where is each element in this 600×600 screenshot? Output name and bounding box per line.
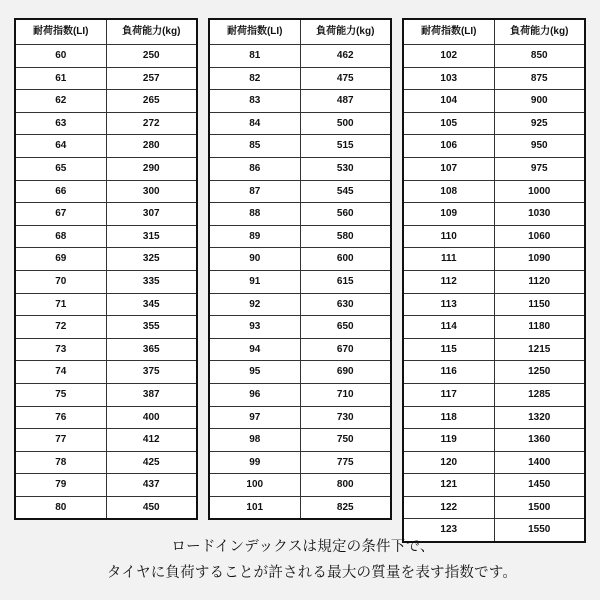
cell-load-index: 100 (209, 474, 300, 497)
cell-load-capacity: 500 (300, 112, 391, 135)
cell-load-capacity: 1500 (494, 496, 585, 519)
cell-load-index: 99 (209, 451, 300, 474)
table-header-row (15, 19, 197, 45)
cell-load-capacity: 650 (300, 316, 391, 339)
caption-line-1: ロードインデックスは規定の条件下で、 (171, 539, 435, 556)
table-row (403, 406, 585, 429)
table-row (403, 45, 585, 68)
cell-load-capacity: 615 (300, 270, 391, 293)
table-row (15, 90, 197, 113)
table-row (403, 429, 585, 452)
cell-load-capacity: 265 (106, 90, 197, 113)
cell-load-index: 105 (403, 112, 494, 135)
cell-load-capacity: 1400 (494, 451, 585, 474)
table-row (209, 248, 391, 271)
cell-load-index: 90 (209, 248, 300, 271)
cell-load-capacity: 1150 (494, 293, 585, 316)
table-body (15, 45, 197, 520)
caption (0, 535, 600, 586)
cell-load-capacity: 325 (106, 248, 197, 271)
cell-load-capacity: 335 (106, 270, 197, 293)
cell-load-capacity: 900 (494, 90, 585, 113)
table-row (15, 180, 197, 203)
cell-load-index: 69 (15, 248, 106, 271)
cell-load-index: 111 (403, 248, 494, 271)
cell-load-capacity: 450 (106, 496, 197, 519)
cell-load-capacity: 437 (106, 474, 197, 497)
table-row (209, 338, 391, 361)
cell-load-capacity: 975 (494, 157, 585, 180)
table-row (403, 112, 585, 135)
cell-load-capacity: 530 (300, 157, 391, 180)
cell-load-index: 98 (209, 429, 300, 452)
cell-load-index: 77 (15, 429, 106, 452)
table-row (209, 270, 391, 293)
table-row (209, 316, 391, 339)
cell-load-index: 114 (403, 316, 494, 339)
cell-load-capacity: 280 (106, 135, 197, 158)
cell-load-capacity: 1320 (494, 406, 585, 429)
cell-load-index: 75 (15, 383, 106, 406)
cell-load-capacity: 475 (300, 67, 391, 90)
table-row (209, 361, 391, 384)
table-row (209, 157, 391, 180)
cell-load-index: 110 (403, 225, 494, 248)
cell-load-index: 89 (209, 225, 300, 248)
cell-load-capacity: 875 (494, 67, 585, 90)
cell-load-index: 62 (15, 90, 106, 113)
table-row (403, 361, 585, 384)
cell-load-index: 61 (15, 67, 106, 90)
table-row (15, 429, 197, 452)
cell-load-capacity: 580 (300, 225, 391, 248)
cell-load-index: 102 (403, 45, 494, 68)
load-index-table-3 (402, 18, 586, 543)
cell-load-capacity: 1000 (494, 180, 585, 203)
table-row (15, 67, 197, 90)
cell-load-capacity: 670 (300, 338, 391, 361)
cell-load-index: 73 (15, 338, 106, 361)
cell-load-index: 92 (209, 293, 300, 316)
cell-load-index: 93 (209, 316, 300, 339)
load-index-table-2 (208, 18, 392, 520)
cell-load-index: 83 (209, 90, 300, 113)
table-body (209, 45, 391, 520)
table-row (15, 270, 197, 293)
cell-load-index: 109 (403, 203, 494, 226)
cell-load-index: 65 (15, 157, 106, 180)
cell-load-capacity: 1090 (494, 248, 585, 271)
table-row (209, 225, 391, 248)
table-row (403, 474, 585, 497)
column-header-load-index: 耐荷指数(LI) (209, 19, 300, 45)
table-row (15, 293, 197, 316)
table-row (209, 474, 391, 497)
cell-load-index: 96 (209, 383, 300, 406)
table-row (403, 451, 585, 474)
table-row (403, 293, 585, 316)
cell-load-index: 94 (209, 338, 300, 361)
cell-load-index: 78 (15, 451, 106, 474)
cell-load-capacity: 850 (494, 45, 585, 68)
table-row (209, 451, 391, 474)
cell-load-index: 85 (209, 135, 300, 158)
cell-load-index: 84 (209, 112, 300, 135)
table-row (403, 135, 585, 158)
cell-load-capacity: 400 (106, 406, 197, 429)
table-row (209, 203, 391, 226)
cell-load-index: 103 (403, 67, 494, 90)
cell-load-index: 123 (403, 519, 494, 542)
table-header-row (403, 19, 585, 45)
cell-load-index: 115 (403, 338, 494, 361)
table-row (209, 429, 391, 452)
table-row (403, 338, 585, 361)
cell-load-capacity: 1215 (494, 338, 585, 361)
cell-load-index: 104 (403, 90, 494, 113)
cell-load-capacity: 630 (300, 293, 391, 316)
cell-load-capacity: 825 (300, 496, 391, 519)
cell-load-capacity: 1060 (494, 225, 585, 248)
cell-load-index: 97 (209, 406, 300, 429)
table-row (15, 112, 197, 135)
cell-load-index: 63 (15, 112, 106, 135)
cell-load-capacity: 272 (106, 112, 197, 135)
table-row (15, 474, 197, 497)
cell-load-capacity: 600 (300, 248, 391, 271)
table-row (403, 383, 585, 406)
cell-load-capacity: 545 (300, 180, 391, 203)
cell-load-capacity: 315 (106, 225, 197, 248)
table-row (209, 496, 391, 519)
table-row (209, 67, 391, 90)
cell-load-capacity: 345 (106, 293, 197, 316)
cell-load-capacity: 1030 (494, 203, 585, 226)
cell-load-index: 86 (209, 157, 300, 180)
table-row (15, 203, 197, 226)
table-row (209, 383, 391, 406)
cell-load-index: 108 (403, 180, 494, 203)
cell-load-capacity: 365 (106, 338, 197, 361)
cell-load-capacity: 257 (106, 67, 197, 90)
column-header-load-capacity: 負荷能力(kg) (300, 19, 391, 45)
cell-load-index: 95 (209, 361, 300, 384)
cell-load-index: 66 (15, 180, 106, 203)
table-row (15, 338, 197, 361)
cell-load-capacity: 290 (106, 157, 197, 180)
table-row (403, 67, 585, 90)
cell-load-capacity: 560 (300, 203, 391, 226)
cell-load-index: 82 (209, 67, 300, 90)
table-row (403, 90, 585, 113)
table-row (15, 406, 197, 429)
cell-load-capacity: 800 (300, 474, 391, 497)
cell-load-index: 81 (209, 45, 300, 68)
cell-load-capacity: 1550 (494, 519, 585, 542)
cell-load-index: 72 (15, 316, 106, 339)
cell-load-capacity: 1450 (494, 474, 585, 497)
cell-load-capacity: 412 (106, 429, 197, 452)
cell-load-capacity: 250 (106, 45, 197, 68)
table-row (403, 225, 585, 248)
cell-load-capacity: 1120 (494, 270, 585, 293)
cell-load-index: 116 (403, 361, 494, 384)
cell-load-index: 64 (15, 135, 106, 158)
cell-load-index: 120 (403, 451, 494, 474)
cell-load-capacity: 750 (300, 429, 391, 452)
cell-load-index: 76 (15, 406, 106, 429)
cell-load-capacity: 1180 (494, 316, 585, 339)
cell-load-capacity: 425 (106, 451, 197, 474)
cell-load-index: 107 (403, 157, 494, 180)
cell-load-capacity: 1360 (494, 429, 585, 452)
cell-load-index: 101 (209, 496, 300, 519)
cell-load-index: 80 (15, 496, 106, 519)
table-row (403, 316, 585, 339)
cell-load-index: 88 (209, 203, 300, 226)
table-row (403, 496, 585, 519)
cell-load-index: 87 (209, 180, 300, 203)
cell-load-capacity: 487 (300, 90, 391, 113)
table-body (403, 45, 585, 543)
cell-load-index: 112 (403, 270, 494, 293)
column-header-load-index: 耐荷指数(LI) (15, 19, 106, 45)
cell-load-index: 71 (15, 293, 106, 316)
column-header-load-capacity: 負荷能力(kg) (106, 19, 197, 45)
cell-load-capacity: 375 (106, 361, 197, 384)
cell-load-capacity: 355 (106, 316, 197, 339)
column-header-load-capacity: 負荷能力(kg) (494, 19, 585, 45)
table-row (209, 293, 391, 316)
table-row (15, 248, 197, 271)
cell-load-capacity: 925 (494, 112, 585, 135)
cell-load-index: 70 (15, 270, 106, 293)
cell-load-capacity: 515 (300, 135, 391, 158)
load-index-table-1 (14, 18, 198, 520)
table-row (15, 157, 197, 180)
cell-load-capacity: 462 (300, 45, 391, 68)
table-row (403, 248, 585, 271)
cell-load-index: 119 (403, 429, 494, 452)
cell-load-index: 106 (403, 135, 494, 158)
cell-load-capacity: 710 (300, 383, 391, 406)
caption-line-2: タイヤに負荷することが許される最大の質量を表す指数です。 (106, 564, 518, 581)
cell-load-capacity: 730 (300, 406, 391, 429)
cell-load-index: 68 (15, 225, 106, 248)
cell-load-index: 79 (15, 474, 106, 497)
table-row (15, 361, 197, 384)
cell-load-index: 91 (209, 270, 300, 293)
table-row (209, 90, 391, 113)
cell-load-capacity: 1250 (494, 361, 585, 384)
cell-load-index: 122 (403, 496, 494, 519)
table-row (209, 112, 391, 135)
cell-load-capacity: 307 (106, 203, 197, 226)
table-row (15, 451, 197, 474)
table-row (403, 180, 585, 203)
cell-load-index: 117 (403, 383, 494, 406)
table-header-row (209, 19, 391, 45)
cell-load-capacity: 950 (494, 135, 585, 158)
table-row (209, 45, 391, 68)
cell-load-capacity: 300 (106, 180, 197, 203)
cell-load-index: 113 (403, 293, 494, 316)
cell-load-index: 121 (403, 474, 494, 497)
table-row (15, 45, 197, 68)
cell-load-capacity: 387 (106, 383, 197, 406)
column-header-load-index: 耐荷指数(LI) (403, 19, 494, 45)
table-row (15, 496, 197, 519)
table-row (15, 225, 197, 248)
cell-load-capacity: 1285 (494, 383, 585, 406)
cell-load-index: 118 (403, 406, 494, 429)
cell-load-capacity: 775 (300, 451, 391, 474)
table-row (209, 180, 391, 203)
cell-load-capacity: 690 (300, 361, 391, 384)
table-row (403, 203, 585, 226)
table-row (209, 406, 391, 429)
table-row (15, 316, 197, 339)
table-row (15, 383, 197, 406)
cell-load-index: 74 (15, 361, 106, 384)
table-row (403, 157, 585, 180)
load-index-tables (14, 18, 586, 543)
cell-load-index: 60 (15, 45, 106, 68)
table-row (209, 135, 391, 158)
cell-load-index: 67 (15, 203, 106, 226)
table-row (403, 270, 585, 293)
table-row (15, 135, 197, 158)
